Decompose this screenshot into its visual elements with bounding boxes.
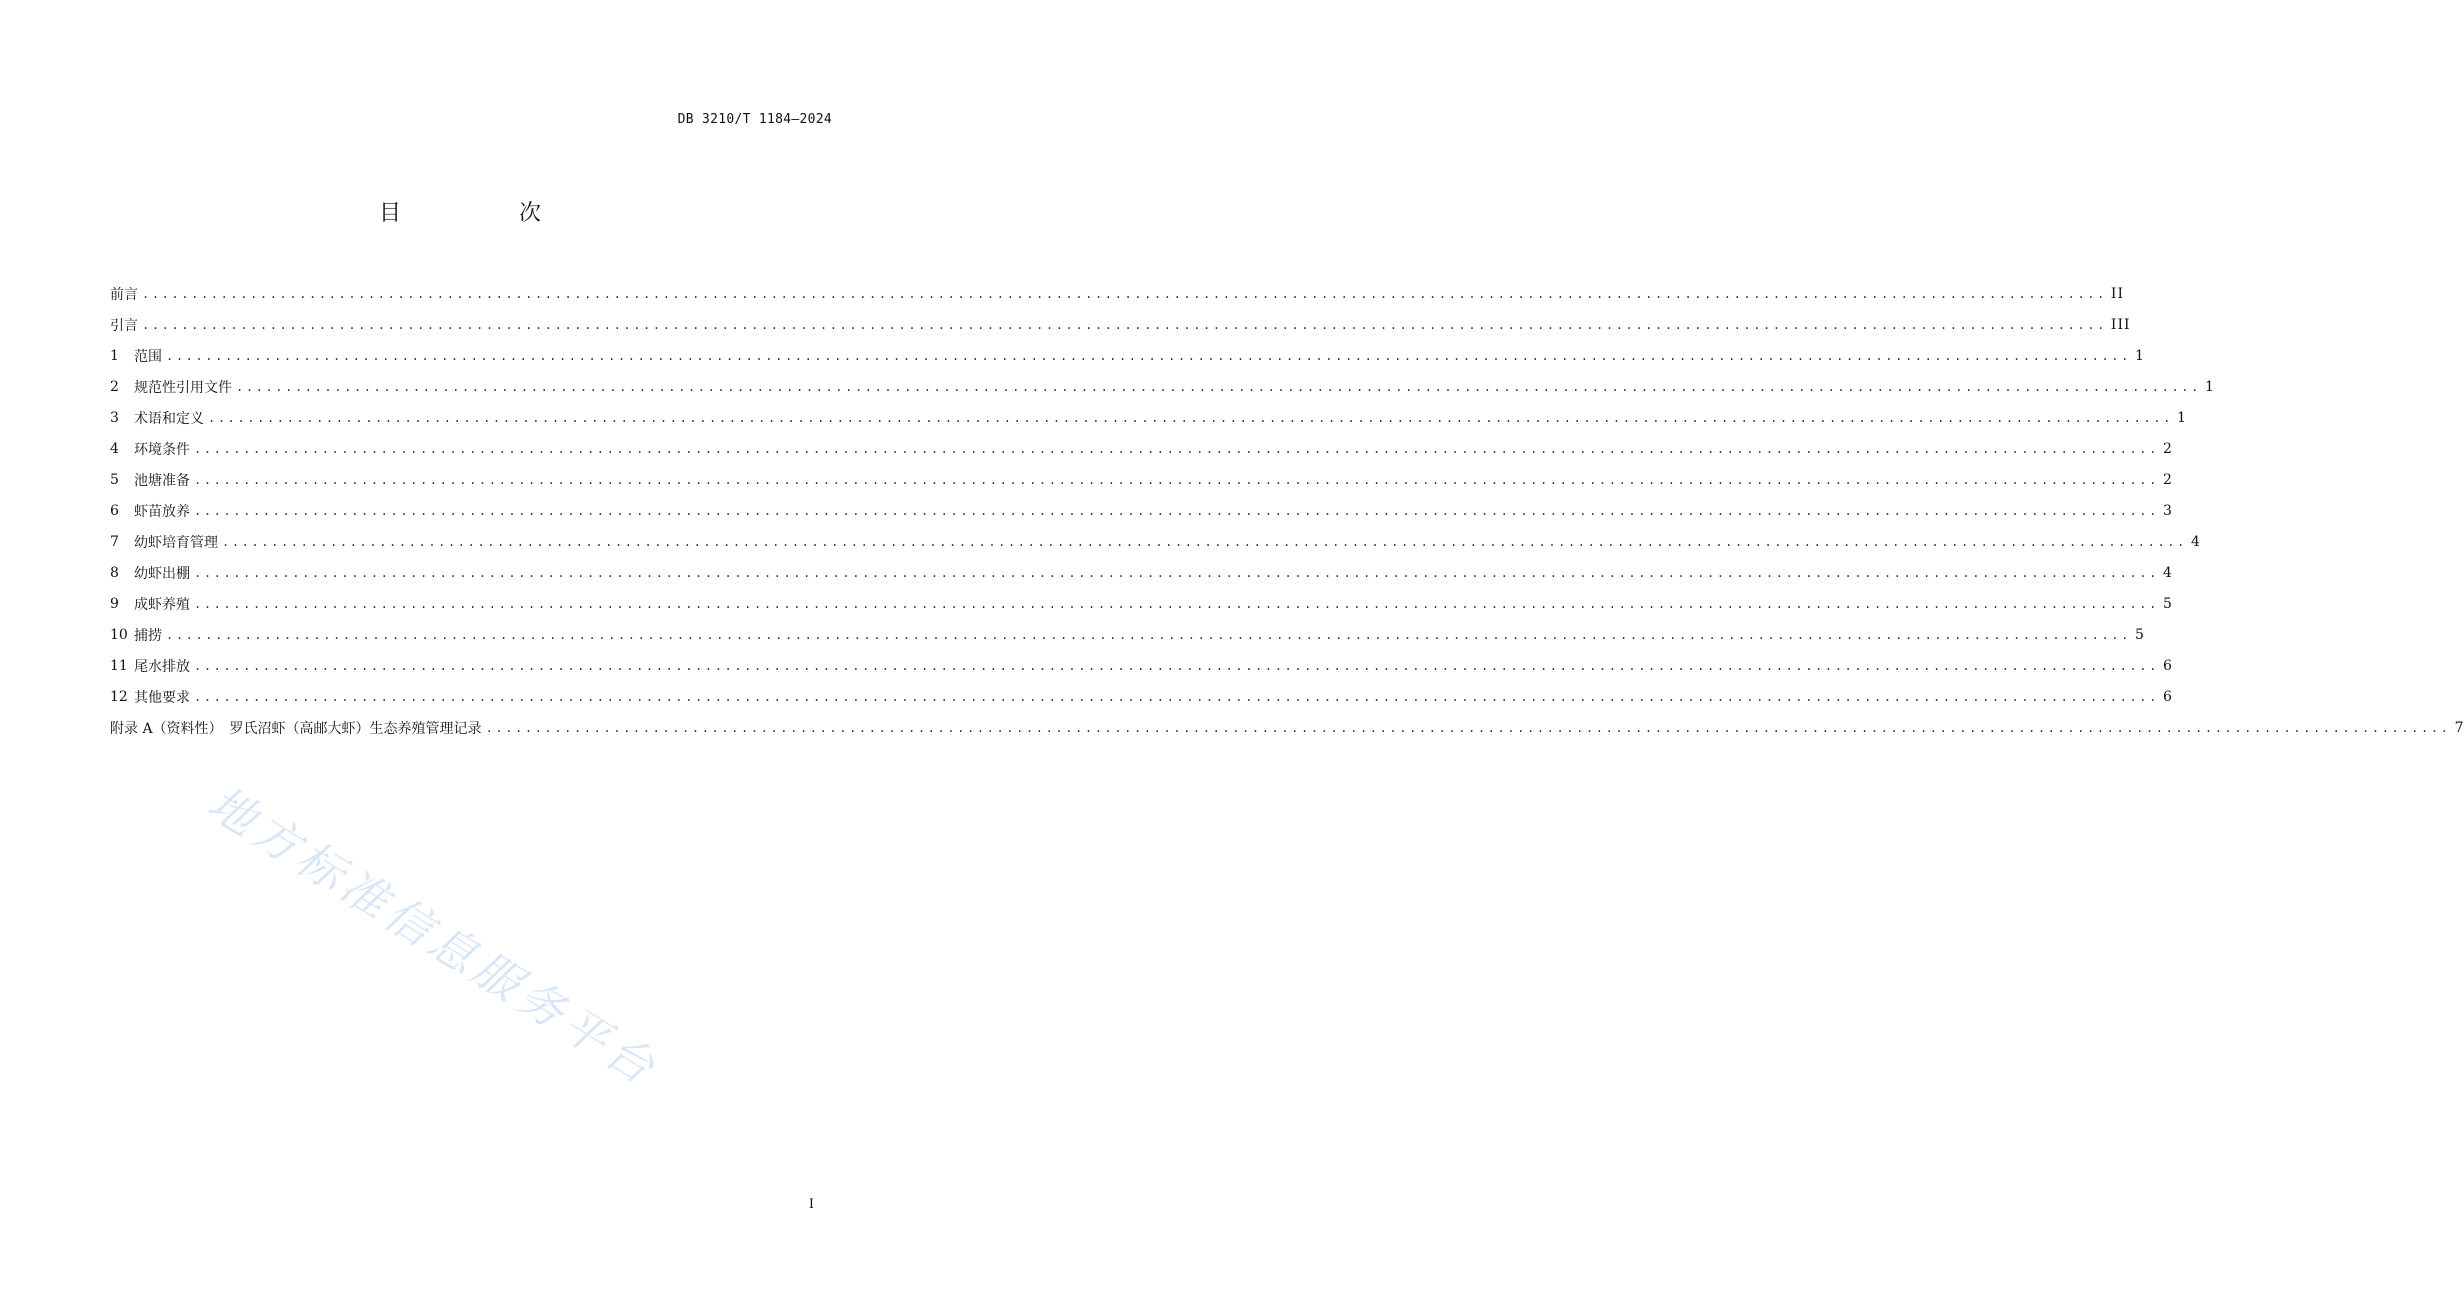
toc-entry-label: 规范性引用文件 [134, 379, 232, 396]
toc-entry-number: 8 [110, 564, 119, 581]
toc-entry[interactable] [110, 433, 2173, 464]
toc-entry-page: III [2110, 316, 2131, 333]
toc-entry[interactable] [110, 681, 2173, 712]
watermark: 地方标准信息服务平台 [198, 775, 669, 1097]
toc-entry[interactable] [110, 464, 2173, 495]
toc-entry-page: 6 [2163, 657, 2173, 674]
toc-entry-page: 1 [2135, 347, 2145, 364]
toc-entry-label: 附录 A（资料性） 罗氏沼虾（高邮大虾）生态养殖管理记录 [110, 720, 482, 737]
toc-entry[interactable] [110, 588, 2173, 619]
toc-entry-number: 9 [110, 595, 119, 612]
toc-leader-dots: ........................................................................................................................................................................................................ [194, 472, 2159, 487]
toc-entry-page: 3 [2163, 502, 2173, 519]
toc-entry[interactable] [110, 371, 2215, 402]
toc-entry[interactable] [110, 712, 2464, 743]
toc-entry-label: 范围 [134, 348, 162, 365]
toc-entry[interactable] [110, 526, 2201, 557]
toc-entry-number: 3 [110, 409, 119, 426]
page-number: I [808, 1197, 814, 1212]
toc-leader-dots: ........................................................................................................................................................................................................ [142, 286, 2107, 301]
toc-leader-dots: ........................................................................................................................................................................................................ [194, 503, 2159, 518]
toc-entry-label: 其他要求 [134, 689, 190, 706]
toc-entry-label: 术语和定义 [134, 410, 204, 427]
toc-entry[interactable] [110, 402, 2187, 433]
toc-entry-page: 5 [2135, 626, 2145, 643]
toc-entry[interactable] [110, 557, 2173, 588]
toc-entry-page: 6 [2163, 688, 2173, 705]
toc-entry-page: 2 [2163, 471, 2173, 488]
toc-leader-dots: ........................................................................................................................................................................................................ [166, 348, 2131, 363]
toc-entry-page: 1 [2177, 409, 2187, 426]
toc-entry-label: 幼虾出棚 [134, 565, 190, 582]
toc-leader-dots: ........................................................................................................................................................................................................ [194, 596, 2159, 611]
table-of-contents [110, 278, 2464, 743]
toc-leader-dots: ........................................................................................................................................................................................................ [142, 317, 2107, 332]
toc-leader-dots: ........................................................................................................................................................................................................ [194, 565, 2159, 580]
toc-leader-dots: ........................................................................................................................................................................................................ [194, 689, 2159, 704]
toc-entry-label: 前言 [110, 286, 138, 303]
toc-leader-dots: ........................................................................................................................................................................................................ [236, 379, 2201, 394]
toc-entry-page: 7 [2454, 719, 2464, 736]
toc-entry[interactable] [110, 619, 2145, 650]
toc-entry-number: 1 [110, 347, 119, 364]
toc-leader-dots: ........................................................................................................................................................................................................ [194, 658, 2159, 673]
toc-entry[interactable] [110, 309, 2131, 340]
page-title: 目 次 [378, 201, 589, 226]
document-code: DB 3210/T 1184—2024 [677, 112, 832, 127]
toc-entry-label: 虾苗放养 [134, 503, 190, 520]
toc-entry-number: 11 [110, 657, 128, 674]
toc-entry-number: 12 [110, 688, 128, 705]
toc-leader-dots: ........................................................................................................................................................................................................ [166, 627, 2131, 642]
toc-entry-label: 捕捞 [134, 627, 162, 644]
toc-entry-label: 池塘准备 [134, 472, 190, 489]
toc-entry-number: 7 [110, 533, 119, 550]
toc-entry[interactable] [110, 340, 2145, 371]
toc-entry[interactable] [110, 650, 2173, 681]
toc-entry-label: 尾水排放 [134, 658, 190, 675]
toc-entry-page: 5 [2163, 595, 2173, 612]
toc-entry-number: 2 [110, 378, 119, 395]
toc-entry-page: II [2110, 285, 2124, 302]
toc-entry-number: 5 [110, 471, 119, 488]
toc-leader-dots: ........................................................................................................................................................................................................ [194, 441, 2159, 456]
toc-leader-dots: ........................................................................................................................................................................................................ [485, 720, 2451, 735]
toc-entry-page: 4 [2163, 564, 2173, 581]
toc-leader-dots: ........................................................................................................................................................................................................ [222, 534, 2187, 549]
toc-entry-number: 6 [110, 502, 119, 519]
toc-entry-label: 环境条件 [134, 441, 190, 458]
toc-entry-number: 10 [110, 626, 128, 643]
toc-entry-label: 幼虾培育管理 [134, 534, 218, 551]
toc-entry-page: 2 [2163, 440, 2173, 457]
toc-entry[interactable] [110, 278, 2124, 309]
toc-entry-label: 引言 [110, 317, 138, 334]
toc-entry-page: 1 [2205, 378, 2215, 395]
toc-entry-label: 成虾养殖 [134, 596, 190, 613]
toc-entry[interactable] [110, 495, 2173, 526]
toc-leader-dots: ........................................................................................................................................................................................................ [208, 410, 2173, 425]
toc-entry-number: 4 [110, 440, 119, 457]
toc-entry-page: 4 [2191, 533, 2201, 550]
